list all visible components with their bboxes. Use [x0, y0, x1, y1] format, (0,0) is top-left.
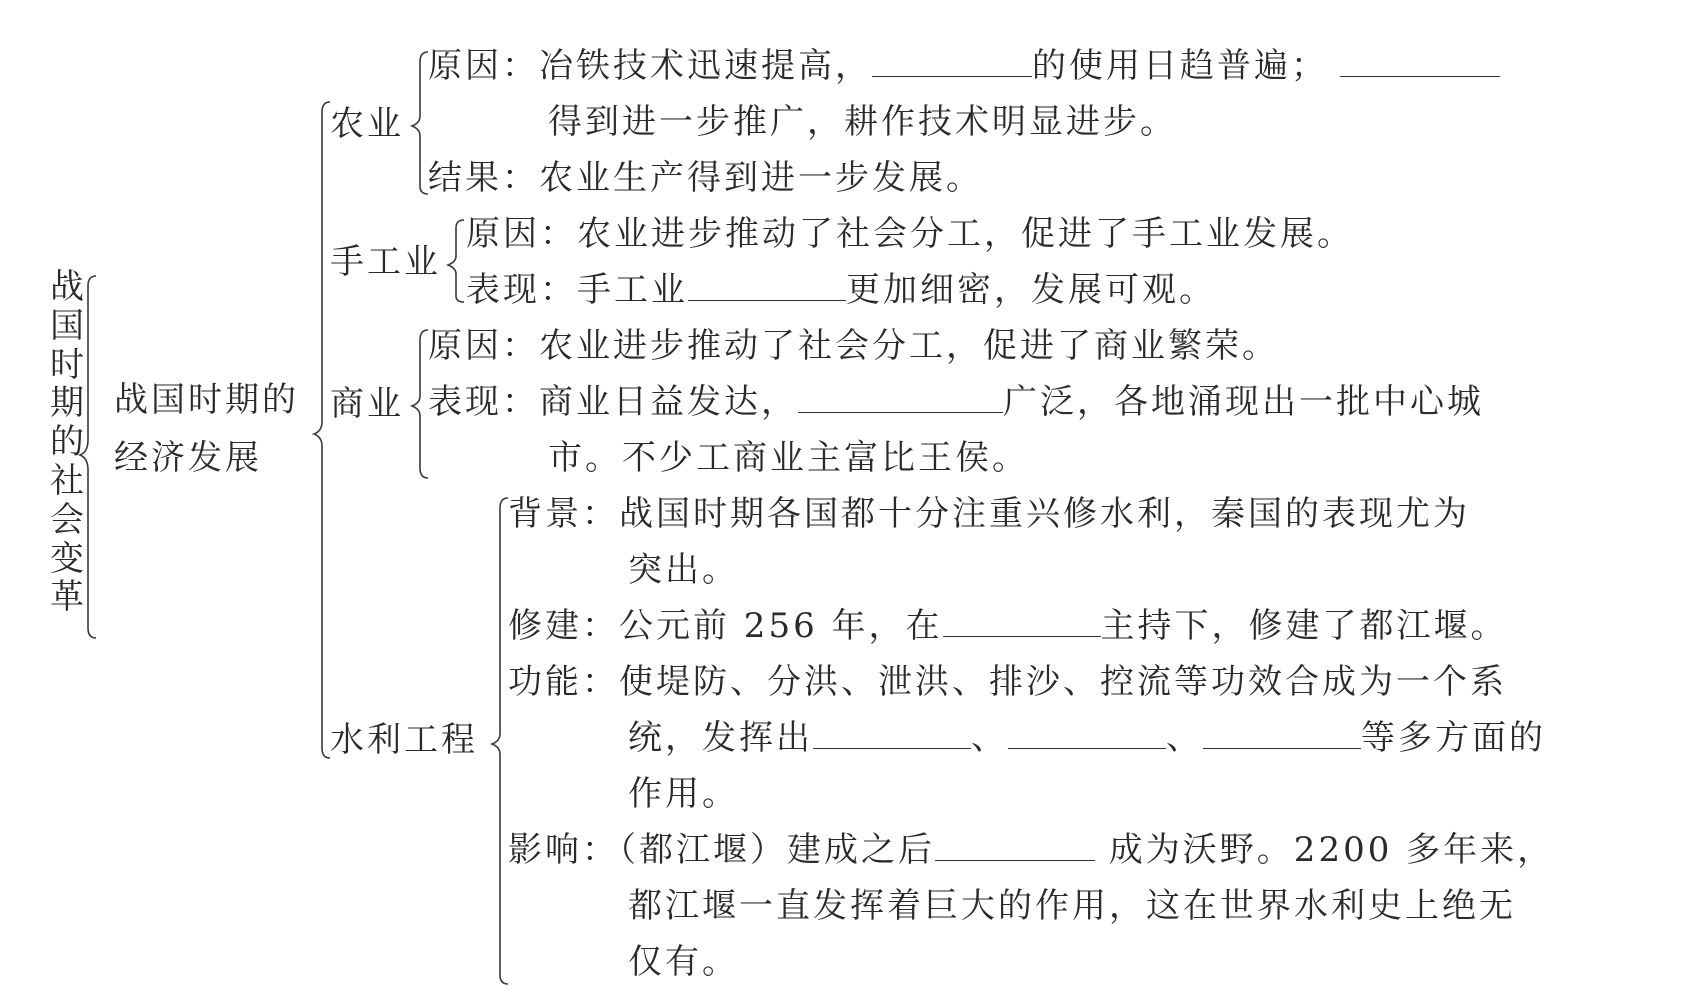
fill-blank[interactable]: [1203, 718, 1361, 749]
root-title-char: 革: [50, 577, 84, 618]
handicraft-cause-label: 原因：: [466, 214, 577, 254]
water-impact-line1: [508, 830, 1554, 870]
agriculture-cause-line1: [428, 46, 1500, 86]
water-bg-line1: [508, 494, 1470, 534]
water-impact-text-d: 仅有。: [628, 942, 739, 982]
agriculture-cause-text-a: 冶铁技术迅速提高，: [539, 46, 872, 86]
fill-blank[interactable]: [688, 270, 846, 301]
handicraft-brace: [448, 220, 464, 302]
fill-blank[interactable]: [1340, 46, 1500, 77]
root-title-char: 期: [50, 383, 84, 424]
handicraft-show-label: 表现：: [466, 270, 577, 310]
water-impact-text-c: 都江堰一直发挥着巨大的作用，这在世界水利史上绝无: [628, 886, 1516, 926]
water-build-text-b: 主持下，修建了都江堰。: [1100, 606, 1508, 646]
agriculture-result-label: 结果：: [428, 158, 539, 198]
handicraft-label: 手工业: [330, 242, 441, 282]
water-bg-text-a: 战国时期各国都十分注重兴修水利，秦国的表现尤为: [619, 494, 1470, 534]
agriculture-brace: [412, 52, 428, 194]
section-title-line2: 经济发展: [114, 438, 262, 478]
commerce-show-line1: [428, 382, 1484, 422]
water-label: 水利工程: [330, 720, 478, 760]
commerce-show-label: 表现：: [428, 382, 539, 422]
agriculture-cause-text-c: 得到进一步推广，耕作技术明显进步。: [548, 102, 1177, 142]
water-build-label: 修建：: [508, 606, 619, 646]
water-func-sep: 、: [971, 718, 1008, 758]
handicraft-cause-line: [466, 214, 1354, 254]
water-func-text-a: 使堤防、分洪、泄洪、排沙、控流等功效合成为一个系: [619, 662, 1507, 702]
water-func-line2: [628, 718, 1546, 758]
section-brace: [314, 102, 330, 758]
water-func-sep: 、: [1166, 718, 1203, 758]
agriculture-label: 农业: [330, 104, 404, 144]
commerce-cause-line: [428, 326, 1279, 366]
commerce-cause-label: 原因：: [428, 326, 539, 366]
water-func-text-b: 统，发挥出: [628, 718, 813, 758]
water-bg-text-b: 突出。: [628, 550, 739, 590]
water-impact-label: 影响：: [508, 830, 619, 870]
commerce-brace: [412, 330, 428, 478]
fill-blank[interactable]: [935, 830, 1095, 861]
fill-blank[interactable]: [872, 46, 1032, 77]
root-title-char: 会: [50, 499, 84, 540]
water-build-line: [508, 606, 1508, 646]
commerce-label: 商业: [330, 384, 404, 424]
fill-blank[interactable]: [943, 606, 1101, 637]
commerce-show-text-c: 市。不少工商业主富比王侯。: [548, 438, 1029, 478]
agriculture-result-text: 农业生产得到进一步发展。: [539, 158, 983, 198]
water-impact-text-b: 成为沃野。2200 多年来，: [1095, 830, 1555, 870]
water-build-text-a: 公元前 256 年，在: [619, 606, 943, 646]
handicraft-show-text-b: 更加细密，发展可观。: [846, 270, 1216, 310]
commerce-cause-text: 农业进步推动了社会分工，促进了商业繁荣。: [539, 326, 1279, 366]
water-brace: [492, 498, 508, 984]
handicraft-show-line: [466, 270, 1216, 310]
agriculture-cause-label: 原因：: [428, 46, 539, 86]
water-func-line1: [508, 662, 1507, 702]
root-title-char: 社: [50, 460, 84, 501]
handicraft-show-text-a: 手工业: [577, 270, 688, 310]
commerce-show-text-a: 商业日益发达，: [539, 382, 798, 422]
agriculture-result-line: [428, 158, 983, 198]
section-title-line1: 战国时期的: [114, 380, 299, 420]
root-title: [46, 268, 88, 617]
agriculture-cause-text-b: 的使用日趋普遍；: [1032, 46, 1328, 86]
root-title-char: 的: [50, 422, 84, 463]
handicraft-cause-text: 农业进步推动了社会分工，促进了手工业发展。: [577, 214, 1354, 254]
water-func-text-d: 作用。: [628, 774, 739, 814]
commerce-show-text-b: 广泛，各地涌现出一批中心城: [1003, 382, 1484, 422]
fill-blank[interactable]: [813, 718, 971, 749]
root-title-char: 战: [50, 267, 84, 307]
root-title-char: 时: [50, 344, 84, 385]
fill-blank[interactable]: [1008, 718, 1166, 749]
root-title-char: 国: [50, 305, 84, 346]
fill-blank[interactable]: [798, 382, 1003, 413]
root-title-char: 变: [50, 538, 84, 579]
water-func-label: 功能：: [508, 662, 619, 702]
water-bg-label: 背景：: [508, 494, 619, 534]
water-impact-text-a: （都江堰）建成之后: [619, 830, 935, 870]
water-func-text-c: 等多方面的: [1361, 718, 1546, 758]
